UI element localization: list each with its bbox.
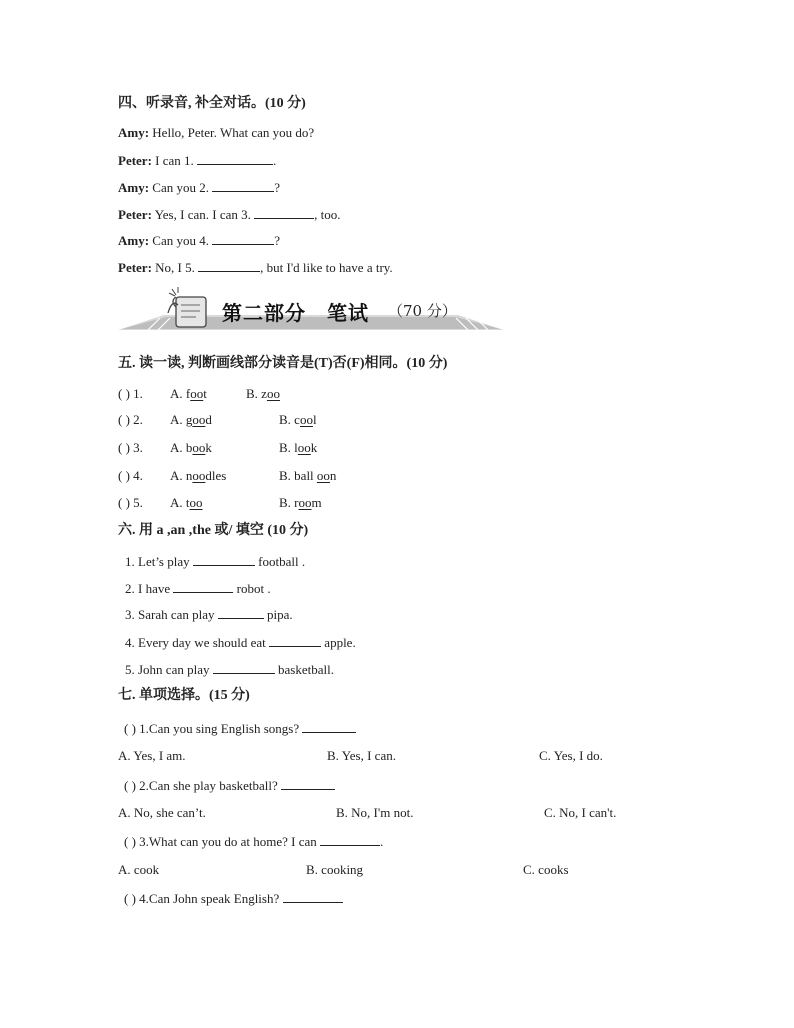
section-7-heading: 七. 单项选择。(15 分) (118, 688, 250, 703)
fill-text: 2. I have (125, 581, 171, 596)
fill-text: 5. John can play (125, 662, 210, 677)
mc-question-2 (124, 777, 335, 794)
word-b: l (294, 440, 298, 455)
word-a-end: d (205, 412, 212, 427)
answer-blank-3[interactable] (254, 206, 314, 219)
option-b-label: B. (279, 468, 291, 483)
dialogue-line-2 (118, 152, 276, 169)
underlined-letters: oo (192, 440, 206, 455)
part-two-banner (118, 287, 504, 333)
answer-blank[interactable] (302, 720, 356, 733)
question-stem: ( ) 3.What can you do at home? I can (124, 834, 317, 849)
option-b-label: B. (246, 386, 258, 401)
dialogue-text-after: , but I'd like to have a try. (260, 260, 393, 275)
fill-text-after: apple. (324, 635, 356, 650)
speaker: Amy: (118, 233, 150, 248)
word-a: n (185, 468, 193, 483)
word-a: b (185, 440, 193, 455)
answer-blank-2[interactable] (212, 179, 274, 192)
word-a: f (185, 386, 191, 401)
item-number: 1. (133, 386, 143, 401)
underlined-letters: oo (316, 468, 330, 483)
fill-blank[interactable] (173, 580, 233, 593)
option-a-label: A. (170, 495, 183, 510)
mc-option[interactable]: A. cook (118, 862, 160, 877)
answer-blank-4[interactable] (212, 232, 274, 245)
answer-paren[interactable]: ( ) (118, 412, 130, 427)
dialogue-text: Can you 4. (152, 233, 209, 248)
underlined-letters: oo (297, 440, 311, 455)
dialogue-text: Yes, I can. I can 3. (154, 207, 251, 222)
underlined-letters: oo (192, 412, 206, 427)
mc-question-4 (124, 890, 343, 907)
fill-blank[interactable] (218, 606, 264, 619)
mc-option[interactable]: A. Yes, I am. (118, 748, 186, 763)
mc-option[interactable]: C. Yes, I do. (539, 748, 603, 763)
answer-paren[interactable]: ( ) (118, 386, 130, 401)
dialogue-line-5 (118, 232, 280, 249)
word-a-end: dles (205, 468, 227, 483)
scroll-quill-icon (166, 287, 214, 331)
speaker: Peter: (118, 207, 152, 222)
item-number: 2. (133, 412, 143, 427)
underlined-letters: oo (192, 468, 206, 483)
answer-blank-1[interactable] (197, 152, 273, 165)
dialogue-text: Can you 2. (152, 180, 209, 195)
fill-blank[interactable] (269, 634, 321, 647)
word-b: c (294, 412, 300, 427)
fill-text: 1. Let’s play (125, 554, 190, 569)
fill-item-1 (125, 553, 305, 570)
mc-option[interactable]: C. No, I can't. (544, 805, 617, 820)
mc-option[interactable]: C. cooks (523, 862, 569, 877)
fill-item-5 (125, 661, 334, 678)
mc-option[interactable]: A. No, she can’t. (118, 805, 206, 820)
word-b: z (261, 386, 267, 401)
banner-title: 第二部分 笔试 (222, 301, 369, 325)
section-5-heading: 五. 读一读, 判断画线部分读音是(T)否(F)相同。(10 分) (118, 356, 448, 371)
answer-paren[interactable]: ( ) (118, 495, 130, 510)
dialogue-text-after: . (273, 153, 277, 168)
dialogue-text-after: ? (274, 233, 281, 248)
option-b-label: B. (279, 495, 291, 510)
fill-blank[interactable] (193, 553, 255, 566)
fill-text-after: football . (258, 554, 306, 569)
word-a-end: k (205, 440, 212, 455)
fill-text-after: robot . (236, 581, 271, 596)
mc-option[interactable]: B. cooking (306, 862, 364, 877)
word-b: r (294, 495, 299, 510)
speaker: Peter: (118, 153, 152, 168)
fill-item-3 (125, 606, 293, 623)
dialogue-line-3 (118, 179, 280, 196)
word-a: t (185, 495, 190, 510)
option-a-label: A. (170, 440, 183, 455)
mc-option[interactable]: B. Yes, I can. (327, 748, 396, 763)
fill-text: 4. Every day we should eat (125, 635, 266, 650)
word-b-end: l (312, 412, 317, 427)
answer-paren[interactable]: ( ) (118, 440, 130, 455)
answer-blank[interactable] (283, 890, 343, 903)
option-b-label: B. (279, 412, 291, 427)
word-b-end: k (310, 440, 318, 455)
banner-score: （70 分） (388, 302, 457, 320)
word-a-end: t (203, 386, 207, 401)
fill-text-after: basketball. (277, 662, 334, 677)
answer-blank-5[interactable] (198, 259, 260, 272)
dialogue-text-after: , too. (314, 207, 341, 222)
question-stem: ( ) 2.Can she play basketball? (124, 778, 278, 793)
dialogue-line-1 (118, 125, 314, 141)
speaker: Amy: (118, 125, 150, 140)
speaker: Amy: (118, 180, 150, 195)
option-a-label: A. (170, 386, 183, 401)
question-stem: ( ) 1.Can you sing English songs? (124, 721, 300, 736)
fill-item-4 (125, 634, 356, 651)
item-number: 4. (133, 468, 143, 483)
option-b-label: B. (279, 440, 291, 455)
underlined-letters: oo (189, 495, 203, 510)
answer-blank[interactable] (281, 777, 335, 790)
underlined-letters: oo (266, 386, 280, 401)
word-a: g (185, 412, 193, 427)
answer-paren[interactable]: ( ) (118, 468, 130, 483)
option-a-label: A. (170, 468, 183, 483)
question-end: . (380, 834, 384, 849)
word-b: ball (294, 468, 317, 483)
dialogue-line-4 (118, 206, 340, 223)
dialogue-text-after: ? (274, 180, 281, 195)
section-4-heading: 四、听录音, 补全对话。(10 分) (118, 96, 306, 111)
dialogue-text: I can 1. (155, 153, 194, 168)
section-6-heading: 六. 用 a ,an ,the 或/ 填空 (10 分) (118, 523, 309, 538)
fill-text: 3. Sarah can play (125, 607, 215, 622)
item-number: 3. (133, 440, 143, 455)
fill-item-2 (125, 580, 271, 597)
fill-blank[interactable] (213, 661, 275, 674)
answer-blank[interactable] (320, 833, 380, 846)
dialogue-text: No, I 5. (155, 260, 195, 275)
question-stem: ( ) 4.Can John speak English? (124, 891, 280, 906)
underlined-letters: oo (298, 495, 312, 510)
word-b-end: n (329, 468, 337, 483)
speaker: Peter: (118, 260, 152, 275)
item-number: 5. (133, 495, 143, 510)
underlined-letters: oo (299, 412, 313, 427)
underlined-letters: oo (190, 386, 204, 401)
dialogue-line-6 (118, 259, 393, 276)
mc-question-1 (124, 720, 356, 737)
word-b-end: m (311, 495, 322, 510)
option-a-label: A. (170, 412, 183, 427)
dialogue-text: Hello, Peter. What can you do? (152, 125, 315, 140)
fill-text-after: pipa. (267, 607, 293, 622)
mc-option[interactable]: B. No, I'm not. (336, 805, 414, 820)
mc-question-3 (124, 833, 383, 850)
